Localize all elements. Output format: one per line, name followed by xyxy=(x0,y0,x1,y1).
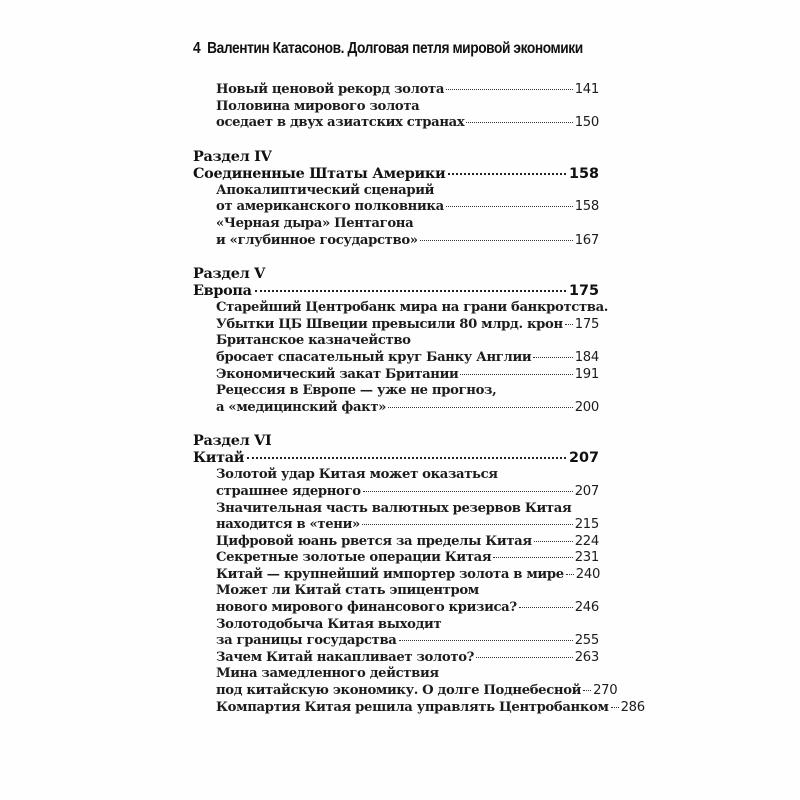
toc-entry-line xyxy=(216,650,599,667)
toc-page-number: 141 xyxy=(574,82,599,97)
section-title: Китай xyxy=(193,449,245,467)
toc-entry-title: Убытки ЦБ Швеции превысили 80 млрд. крон xyxy=(216,316,563,332)
dot-leader xyxy=(399,640,573,641)
dot-leader xyxy=(448,173,566,175)
toc-entry-title: Секретные золотые операции Китая xyxy=(216,550,492,566)
table-of-contents xyxy=(193,82,645,716)
dot-leader xyxy=(388,407,573,408)
toc-entry-line xyxy=(216,467,599,484)
toc-entry xyxy=(216,699,645,717)
toc-entry-title: за границы государства xyxy=(216,633,397,649)
toc-section-heading xyxy=(193,265,599,300)
toc-section-heading xyxy=(193,432,599,467)
toc-entry xyxy=(216,183,599,216)
toc-entry-line xyxy=(216,484,599,501)
section-label: Раздел VI xyxy=(193,432,272,450)
toc-entry xyxy=(216,300,609,333)
toc-entry-title: Может ли Китай стать эпицентром xyxy=(216,583,479,599)
toc-page-number: 224 xyxy=(574,533,599,549)
toc-entry-title: а «медицинский факт» xyxy=(216,399,387,415)
toc-entry-title: Зачем Китай накапливает золото? xyxy=(216,649,475,665)
toc-entry-line xyxy=(216,233,599,250)
toc-entry-line xyxy=(216,534,599,551)
toc-entry-line xyxy=(216,567,599,584)
toc-entry-title: Половина мирового золота xyxy=(216,98,420,114)
toc-entry xyxy=(216,567,599,584)
section-title: Соединенные Штаты Америки xyxy=(193,164,446,182)
toc-entry-title: страшнее ядерного xyxy=(216,483,361,499)
toc-entry-line xyxy=(216,350,599,367)
toc-page-number: 158 xyxy=(574,199,599,215)
toc-entry-title: Апокалиптический сценарий xyxy=(216,182,435,198)
dot-leader xyxy=(519,607,573,608)
toc-entry-title: Китай — крупнейший импортер золота в мире xyxy=(216,566,564,582)
section-page-number: 175 xyxy=(568,283,599,300)
toc-entry xyxy=(216,82,599,99)
toc-entry xyxy=(216,99,599,132)
toc-page-number: 184 xyxy=(574,349,599,365)
toc-page-number: 263 xyxy=(574,649,599,665)
toc-page-number: 150 xyxy=(574,115,599,131)
toc-entry-line xyxy=(216,367,599,384)
toc-entry xyxy=(216,650,599,667)
toc-entry-title: Золотой удар Китая может оказаться xyxy=(216,467,498,483)
toc-entry xyxy=(216,550,599,567)
running-head xyxy=(193,40,583,58)
toc-entry-line xyxy=(216,216,599,233)
toc-entry-line xyxy=(216,666,599,683)
toc-entry-title: Старейший Центробанк мира на грани банкротства. xyxy=(216,300,609,316)
toc-entry-title: Значительная часть валютных резервов Китая xyxy=(216,500,572,516)
toc-entry-title: Компартия Китая решила управлять Центробанком xyxy=(216,699,609,715)
toc-entry xyxy=(216,333,599,366)
toc-page-number: 270 xyxy=(593,683,618,699)
toc-entry xyxy=(216,501,599,534)
toc-entry-line xyxy=(216,600,599,617)
dot-leader xyxy=(255,290,566,292)
toc-page-number: 191 xyxy=(574,366,599,382)
book-title: Валентин Катасонов. Долговая петля мировой экономики xyxy=(207,40,583,57)
dot-leader xyxy=(363,491,573,492)
dot-leader xyxy=(565,324,573,325)
toc-entry xyxy=(216,467,599,500)
toc-entry-line xyxy=(216,550,599,567)
toc-entry-line xyxy=(216,699,645,717)
toc-entry-title: и «глубинное государство» xyxy=(216,232,418,248)
toc-entry-line xyxy=(216,333,599,350)
toc-page-number: 255 xyxy=(574,633,599,649)
toc-entry-line xyxy=(216,183,599,200)
toc-entry xyxy=(216,617,599,650)
toc-entry-title: Экономический закат Британии xyxy=(216,366,459,382)
dot-leader xyxy=(476,657,573,658)
dot-leader xyxy=(362,524,573,525)
toc-entry-line xyxy=(216,683,618,700)
dot-leader xyxy=(611,707,619,708)
toc-entry xyxy=(216,534,599,551)
toc-entry-title: «Черная дыра» Пентагона xyxy=(216,215,414,231)
dot-leader xyxy=(533,357,572,358)
dot-leader xyxy=(247,457,566,459)
toc-entry-line xyxy=(216,633,599,650)
toc-entry xyxy=(216,666,618,699)
dot-leader xyxy=(446,89,573,90)
toc-entry-line xyxy=(216,517,599,534)
toc-entry-line xyxy=(216,383,599,400)
toc-entry-title: Цифровой юань рвется за пределы Китая xyxy=(216,533,532,549)
toc-page-number: 240 xyxy=(575,566,601,582)
section-title-line xyxy=(193,282,599,300)
dot-leader xyxy=(534,541,573,542)
section-label: Раздел IV xyxy=(193,147,272,165)
dot-leader xyxy=(460,374,572,375)
toc-page-number: 231 xyxy=(574,550,599,566)
toc-page-number: 246 xyxy=(574,600,599,616)
toc-entry-title: Рецессия в Европе — уже не прогноз, xyxy=(216,383,497,399)
toc-page-number: 200 xyxy=(574,399,599,415)
toc-entry-title: нового мирового финансового кризиса? xyxy=(216,600,517,616)
toc-entry xyxy=(216,367,599,384)
toc-entry-title: находится в «тени» xyxy=(216,517,360,533)
page-number: 4 xyxy=(193,40,201,57)
dot-leader xyxy=(446,206,573,207)
toc-entry-title: Новый ценовой рекорд золота xyxy=(216,82,445,97)
toc-entry-line xyxy=(216,82,599,99)
toc-entry-line xyxy=(216,317,599,334)
toc-page-number: 215 xyxy=(574,517,599,533)
toc-entry-line xyxy=(216,115,599,132)
dot-leader xyxy=(566,574,574,575)
toc-entry-title: от американского полковника xyxy=(216,199,444,215)
toc-entry-title: Золотодобыча Китая выходит xyxy=(216,616,442,632)
dot-leader xyxy=(466,122,572,123)
toc-entry-line xyxy=(216,501,599,518)
toc-page-number: 286 xyxy=(620,699,645,715)
toc-section-heading xyxy=(193,148,599,183)
toc-entry-title: под китайскую экономику. О долге Поднебесной xyxy=(216,683,582,699)
toc-entry-title: Британское казначейство xyxy=(216,333,411,349)
toc-entry-line xyxy=(216,199,599,216)
toc-page-number: 175 xyxy=(574,316,600,332)
toc-entry-title: бросает спасательный круг Банку Англии xyxy=(216,349,532,365)
toc-entry-title: оседает в двух азиатских странах xyxy=(216,115,465,131)
toc-entry-line xyxy=(216,300,609,317)
section-page-number: 158 xyxy=(568,165,599,182)
toc-entry-line xyxy=(216,617,599,634)
dot-leader xyxy=(420,240,573,241)
dot-leader xyxy=(493,557,572,558)
toc-entry-line xyxy=(216,400,599,417)
toc-page-number: 167 xyxy=(574,232,599,248)
section-title-line xyxy=(193,449,599,467)
dot-leader xyxy=(583,690,591,691)
toc-entry xyxy=(216,383,599,416)
section-title-line xyxy=(193,165,599,183)
section-label: Раздел V xyxy=(193,265,265,283)
toc-entry xyxy=(216,583,599,616)
toc-entry xyxy=(216,216,599,249)
toc-entry-line xyxy=(216,99,599,116)
toc-entry-title: Мина замедленного действия xyxy=(216,666,439,682)
toc-page-number: 207 xyxy=(574,483,599,499)
section-title: Европа xyxy=(193,282,252,300)
section-page-number: 207 xyxy=(568,450,599,467)
toc-entry-line xyxy=(216,583,599,600)
